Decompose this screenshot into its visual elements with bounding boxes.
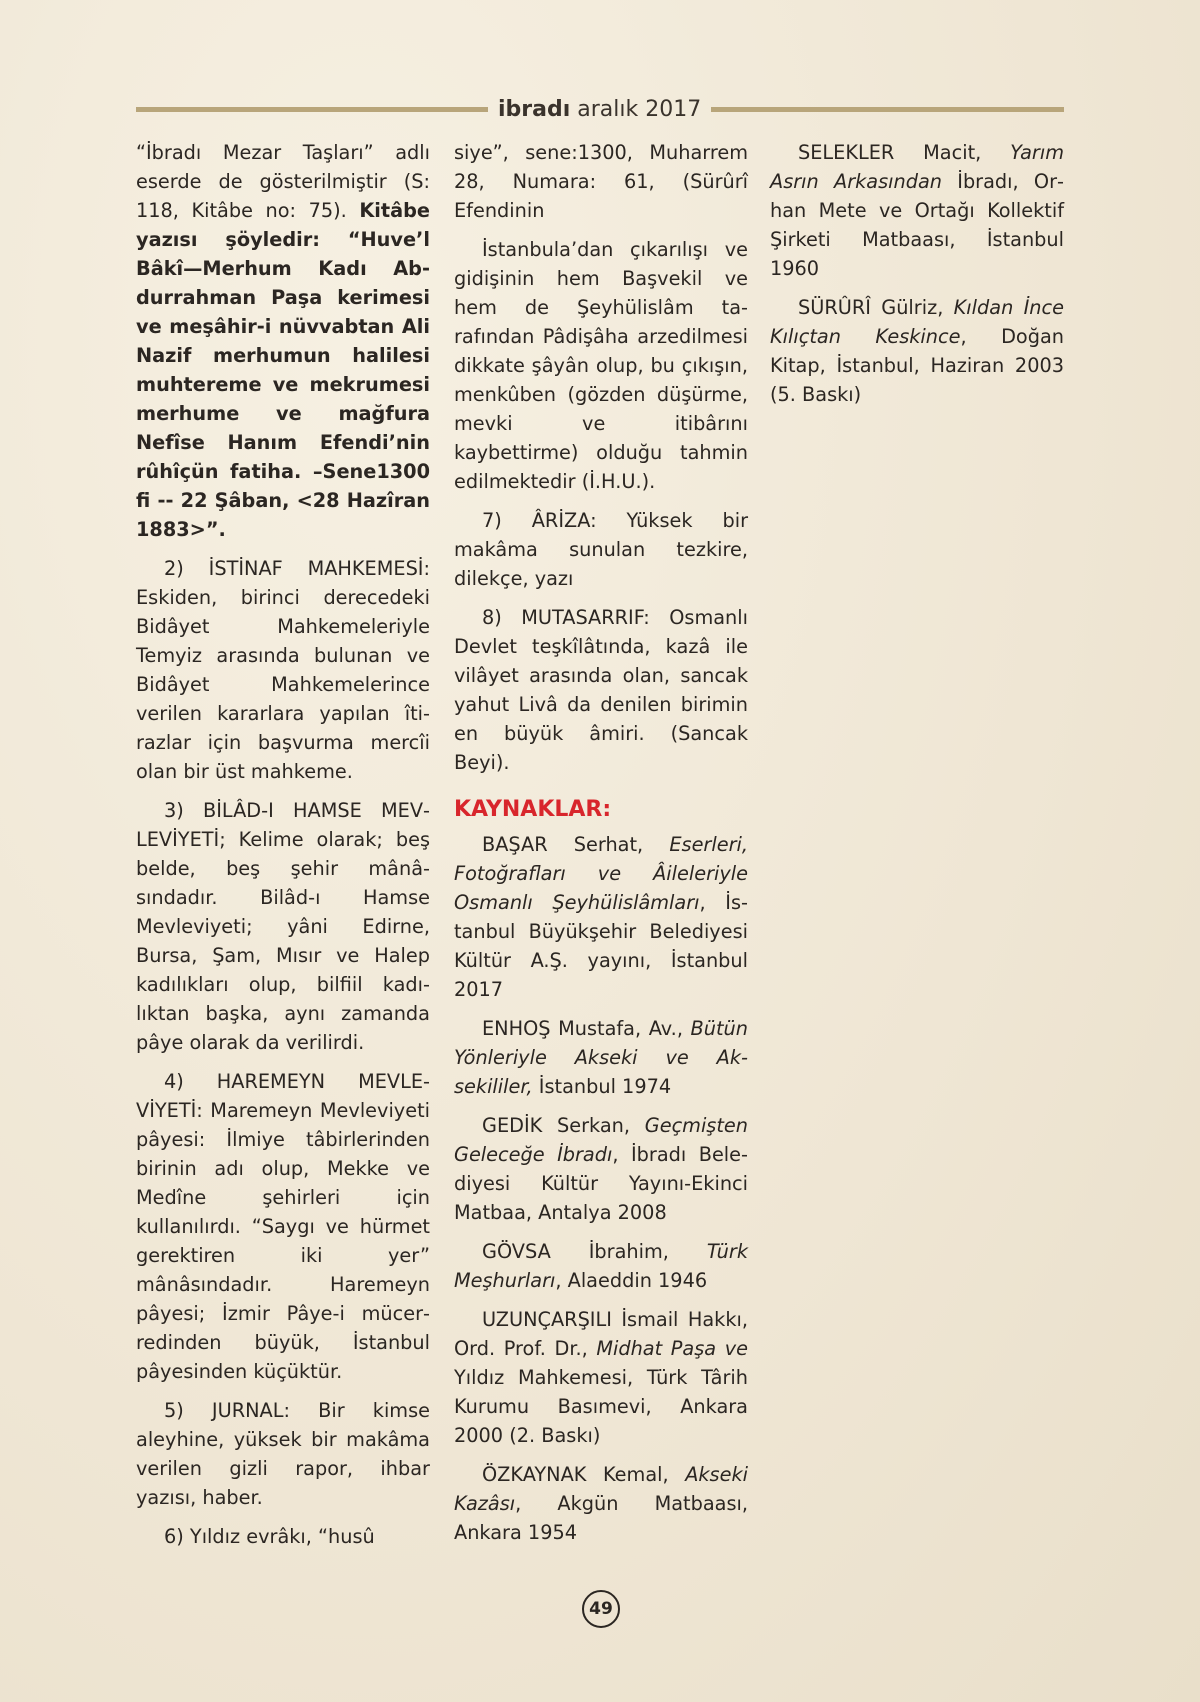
- references-heading: KAYNAKLAR:: [454, 797, 612, 822]
- note-7: 7) ÂRİZA: Yüksek bir makâma sunulan tezkire, dilekçe, yazı: [454, 509, 748, 590]
- ref-publisher: , Doğan Kitap, İstanbul, Haziran 2003 (5. Baskı): [770, 325, 1064, 406]
- note-4: 4) HAREMEYN MEVLEVİYETİ: Maremeyn Mevleviyeti pâyesi: İlmiye tâbirlerinden birinin adı olup, Mekke ve Medîne şehirleri için kullanılırdı. “Saygı ve hürmet gerektiren iki yer” mânâsındadır. Haremeyn pâyesi; İzmir Pâye-i mücerredinden büyük, İstanbul pâyesinden küçüktür.: [136, 1070, 430, 1383]
- reference-uzuncarsili: [454, 1305, 748, 1450]
- ref-title: Midhat Paşa ve: [596, 1337, 748, 1360]
- ref-publisher: Yıldız Mahkemesi, Türk Târih Kurumu Basımevi, Ankara 2000 (2. Baskı): [454, 1366, 748, 1447]
- inscription-intro: “İbradı Mezar Taşları” adlı eserde de gösterilmiştir (S: 118, Kitâbe no: 75).: [136, 141, 430, 222]
- paragraph-inscription: [136, 138, 430, 544]
- header-rule-right: [711, 107, 1064, 112]
- inscription-text: Kitâbe yazısı şöyledir: “Huve’l Bâkî—Merhum Kadı Abdurrahman Paşa kerimesi ve meşâhir-i nüvvabtan Ali Nazif merhumun halilesi muhtereme ve mekrumesi merhume ve mağfura Nefîse Hanım Efendi’nin rûhîçün fatiha. –Sene1300 fi -- 22 Şâban, <28 Hazîran 1883>”.: [136, 199, 430, 541]
- ref-author: BAŞAR Serhat,: [482, 833, 670, 856]
- note-6-b: İstanbula’dan çıkarılışı ve gidişinin hem Başvekil ve hem de Şeyhülislâm tarafından Pâdişâha arzedilmesi dikkate şâyân olup, bu çıkışın, menkûben (gözden düşürme, mevki ve itibârını kaybettirme) olduğu tahmin edilmektedir (İ.H.U.).: [454, 238, 748, 493]
- note-3: 3) BİLÂD-I HAMSE MEVLEVİYETİ; Kelime olarak; beş belde, beş şehir mânâsındadır. Bilâd-ı Hamse Mevleviyeti; yâni Edirne, Bursa, Şam, Mısır ve Halep kadılıkları olup, bilfiil kadılıktan başka, aynı zamanda pâye olarak da verilirdi.: [136, 799, 430, 1054]
- issue-date: aralık 2017: [577, 96, 702, 122]
- ref-publisher: , İbradı Belediyesi Kültür Yayını-Ekinci Matbaa, Antalya 2008: [454, 1143, 748, 1224]
- masthead: [488, 97, 711, 122]
- ref-title: Yarım Asrın Arkasından: [770, 141, 1064, 193]
- ref-title: Türk Meşhurları: [454, 1240, 748, 1292]
- reference-enhos: [454, 1014, 748, 1101]
- reference-basar: [454, 830, 748, 1004]
- ref-author: ÖZKAYNAK Kemal,: [482, 1463, 686, 1486]
- ref-author: ENHOŞ Mustafa, Av.,: [482, 1017, 691, 1040]
- column-3: [770, 138, 1064, 419]
- note-8: 8) MUTASARRIF: Osmanlı Devlet teşkîlâtında, kazâ ile vilâyet arasında olan, sancak yahut Livâ da denilen birimin en büyük âmiri. (Sancak Beyi).: [454, 606, 748, 774]
- reference-ozkaynak: [454, 1460, 748, 1547]
- column-2: [454, 138, 748, 1557]
- page-number: 49: [582, 1590, 620, 1628]
- ref-author: UZUNÇARŞILI İsmail Hakkı, Ord. Prof. Dr.,: [454, 1308, 748, 1360]
- reference-govsa: [454, 1237, 748, 1295]
- ref-title: Eserleri, Fotoğrafları ve Âileleriyle Osmanlı Şeyhülislâmları: [454, 833, 748, 914]
- ref-publisher: , Akgün Matbaası, Ankara 1954: [454, 1492, 748, 1544]
- reference-gedik: [454, 1111, 748, 1227]
- ref-publisher: , İstanbul Büyükşehir Belediyesi Kültür A.Ş. yayını, İstanbul 2017: [454, 891, 748, 1001]
- ref-author: SELEKLER Macit,: [798, 141, 1011, 164]
- reference-selekler: [770, 138, 1064, 283]
- header-rule-left: [136, 107, 488, 112]
- page-header: [136, 92, 1064, 126]
- column-1: [136, 138, 430, 1561]
- ref-publisher: İstanbul 1974: [532, 1075, 672, 1098]
- note-2: 2) İSTİNAF MAHKEMESİ: Eskiden, birinci derecedeki Bidâyet Mahkemeleriyle Temyiz arasında bulunan ve Bidâyet Mahkemelerince verilen kararlara yapılan îtirazlar için başvurma mercîi olan bir üst mahkeme.: [136, 557, 430, 783]
- ref-author: GÖVSA İbrahim,: [482, 1240, 707, 1263]
- ref-author: SÜRÛRÎ Gülriz,: [798, 296, 954, 319]
- ref-title: Akseki Kazâsı: [454, 1463, 748, 1515]
- magazine-name: ibradı: [498, 96, 571, 122]
- ref-publisher: , Alaeddin 1946: [555, 1269, 708, 1292]
- ref-author: GEDİK Serkan,: [482, 1114, 645, 1137]
- ref-title: Geçmişten Geleceğe İbradı: [454, 1114, 748, 1166]
- ref-title: Kıldan İnce Kılıçtan Keskince: [770, 296, 1064, 348]
- note-6-continued: siye”, sene:1300, Muharrem 28, Numara: 61, (Sürûrî Efendinin: [454, 141, 748, 222]
- note-5: 5) JURNAL: Bir kimse aleyhine, yüksek bir makâma verilen gizli rapor, ihbar yazısı, haber.: [136, 1399, 430, 1509]
- note-6: 6) Yıldız evrâkı, “husû: [164, 1525, 375, 1548]
- ref-title: Bütün Yönleriyle Akseki ve Aksekililer,: [454, 1017, 748, 1098]
- reference-sururi: [770, 293, 1064, 409]
- ref-publisher: İbradı, Orhan Mete ve Ortağı Kollektif Şirketi Matbaası, İstanbul 1960: [770, 170, 1064, 280]
